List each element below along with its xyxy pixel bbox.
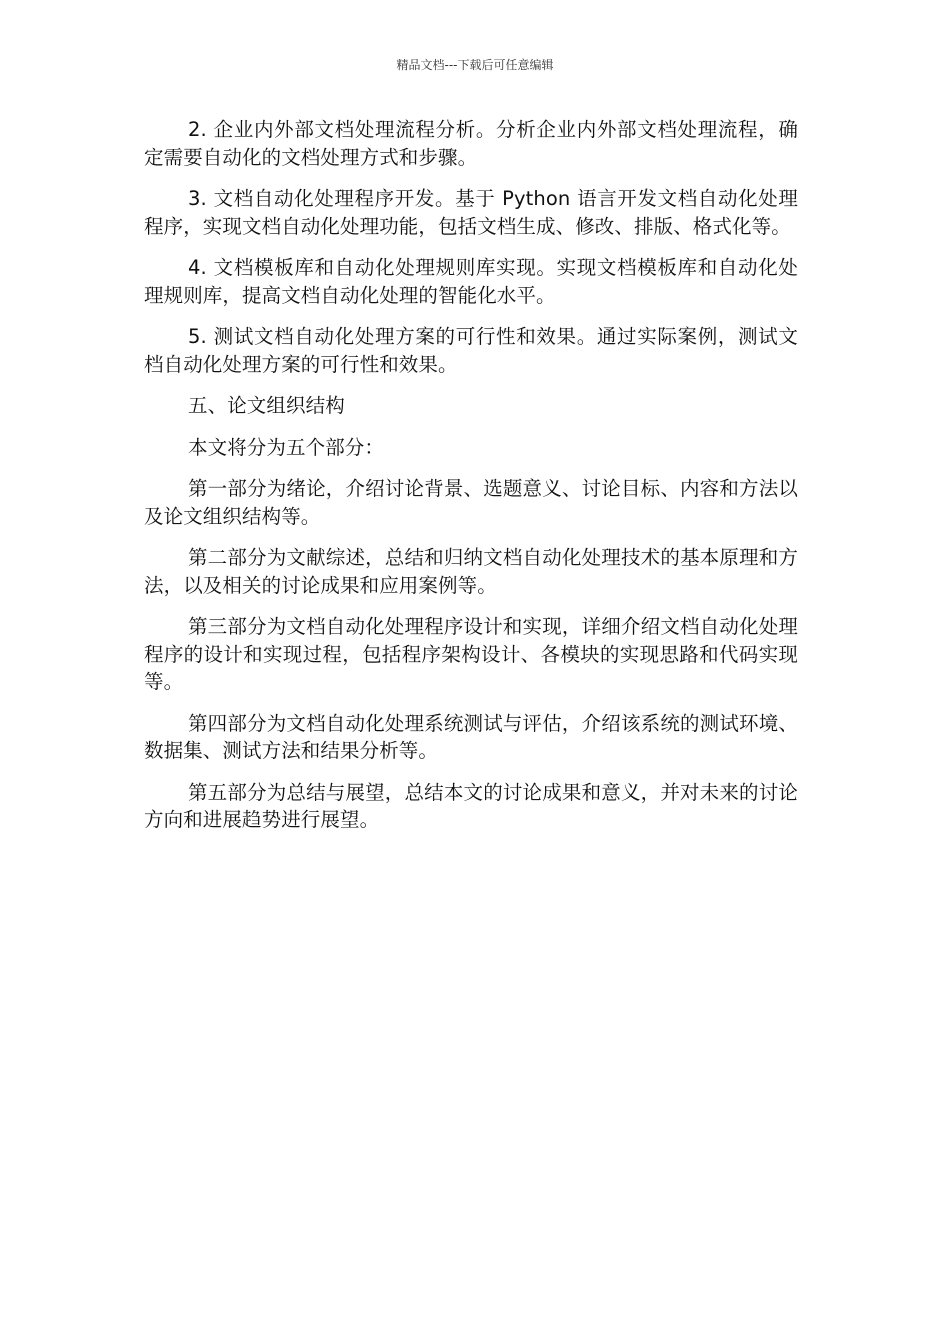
part-two-paragraph: 第二部分为文献综述，总结和归纳文档自动化处理技术的基本原理和方法，以及相关的讨论成果和应用案例等。	[144, 546, 798, 597]
part-three-paragraph: 第三部分为文档自动化处理程序设计和实现，详细介绍文档自动化处理程序的设计和实现过程，包括程序架构设计、各模块的实现思路和代码实现等。	[144, 615, 798, 693]
paragraph-item-2: 2. 企业内外部文档处理流程分析。分析企业内外部文档处理流程，确定需要自动化的文档处理方式和步骤。	[144, 118, 798, 169]
page-header: 精品文档---下载后可任意编辑	[396, 58, 554, 72]
document-body	[144, 116, 798, 848]
section-heading: 五、论文组织结构	[188, 394, 345, 417]
structure-intro: 本文将分为五个部分：	[188, 435, 385, 459]
paragraph-item-5: 5. 测试文档自动化处理方案的可行性和效果。通过实际案例，测试文档自动化处理方案的可行性和效果。	[144, 325, 798, 376]
paragraph-item-4: 4. 文档模板库和自动化处理规则库实现。实现文档模板库和自动化处理规则库，提高文档自动化处理的智能化水平。	[144, 256, 798, 307]
paragraph-item-3: 3. 文档自动化处理程序开发。基于 Python 语言开发文档自动化处理程序，实现文档自动化处理功能，包括文档生成、修改、排版、格式化等。	[144, 187, 798, 238]
part-five-paragraph: 第五部分为总结与展望，总结本文的讨论成果和意义，并对未来的讨论方向和进展趋势进行展望。	[144, 780, 798, 831]
part-four-paragraph: 第四部分为文档自动化处理系统测试与评估，介绍该系统的测试环境、数据集、测试方法和结果分析等。	[144, 711, 798, 762]
part-one-paragraph: 第一部分为绪论，介绍讨论背景、选题意义、讨论目标、内容和方法以及论文组织结构等。	[144, 477, 798, 528]
